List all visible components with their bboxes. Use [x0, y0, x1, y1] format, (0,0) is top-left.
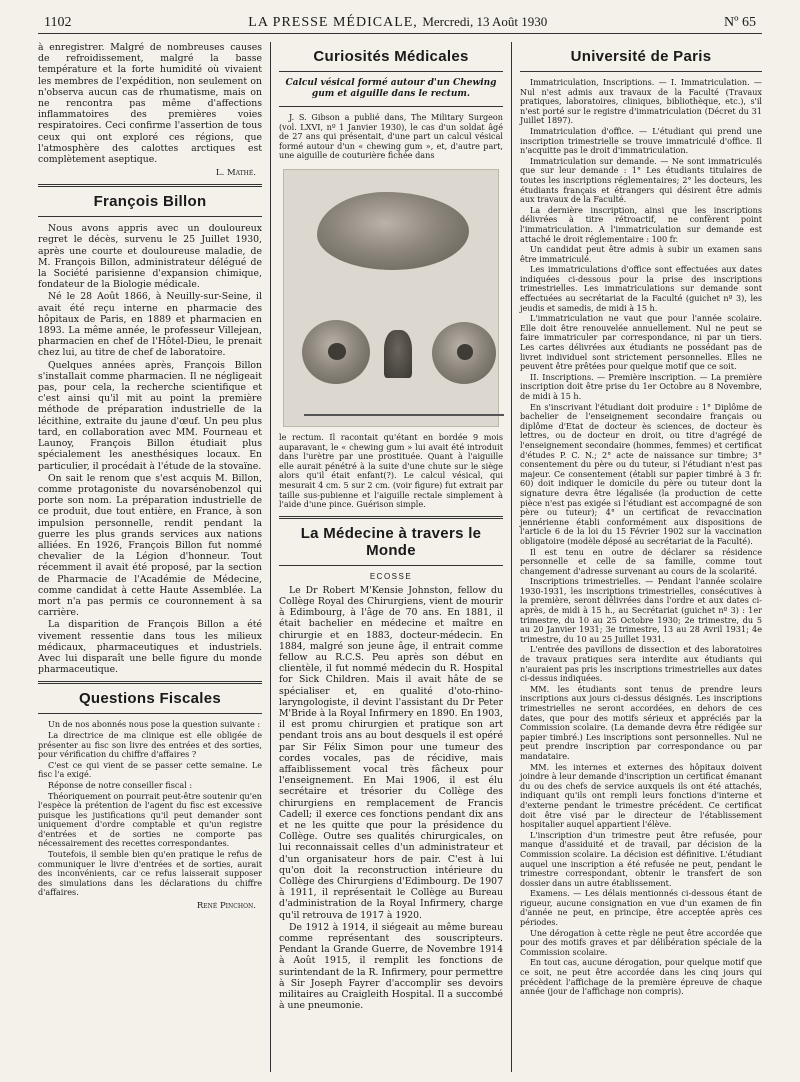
- paragraph: Examens. — Les délais mentionnés ci-dessous étant de rigueur, aucune consignation en vue d'un examen de fin d'année ne peut, en principe, être acceptée après ces périodes.: [520, 888, 762, 928]
- paragraph: La directrice de ma clinique est elle obligée de présenter au fisc son livre des entrées et des sorties, pour vérification du chiffre d'affaires ?: [38, 729, 262, 760]
- paragraph: Le Dr Robert M'Kensie Johnston, fellow du Collège Royal des Chirurgiens, vient de mourir à Edimbourg, à l'âge de 70 ans. En 1881, il était bachelier en médecine et maître en chirurgie et en 1883, docteur-médecin. En 1884, malgré son jeune âge, il entrait comme fellow au R.C.S. Peu après son début en clientèle, il fut nommé médecin du R. Hospital for Sick Children. Mais il avait hâte de se spécialiser et, en qualité d'oto-rhino-laryngologiste, il devint l'assistant du Dr Peter M'Bride à la Royal Infirmery en 1890. En 1903, il est promu chirurgien et pratique son art pendant trois ans au bout desquels il est opéré par Sir Félix Simon pour une tumeur des cordes vocales, pas de récidive, mais affaiblissement vocal très fâcheux pour l'enseignement. En Mai 1906, il est élu secrétaire et trésorier du Collège des chirurgiens en remplacement de Francis Cadell; il exerce ces fonctions pendant dix ans et ne les quitte que pour la présidence du Collège. Outre ses qualités chirurgicales, on lui reconnaissait celles d'un administrateur et d'un organisateur hors de pair. C'est à lui qu'on doit la reconstruction intérieure du Collège des Chirurgiens d'Edimbourg. De 1907 à 1911, il représentait le Collège au Bureau d'administration de la Royal Infirmery, charge qu'il retrouva de 1917 à 1920.: [279, 584, 503, 921]
- paragraph: La dernière inscription, ainsi que les inscriptions délivrées à titre rétroactif, ne confèrent point l'immatriculation. A l'immatriculation sur demande est attaché le droit réglementaire : 100 fr.: [520, 204, 762, 244]
- calculus-stone-image: [317, 192, 469, 270]
- publication-title: [248, 14, 547, 31]
- region-heading: ECOSSE: [369, 571, 413, 581]
- paragraph: La disparition de François Billon a été vivement ressentie dans tous les milieux médicaux, pharmaceutiques et industriels. Avec lui disparaît une belle figure du monde pharmaceutique.: [38, 619, 262, 676]
- chewing-gum-image: [384, 330, 412, 378]
- paragraph: Un de nos abonnés nous pose la question suivante :: [48, 719, 261, 730]
- column-left: [38, 42, 270, 1072]
- paragraph: Immatriculation d'office. — L'étudiant qui prend une inscription trimestrielle se trouve immatriculé d'office. Il n'acquitte pas le droit d'immatriculation.: [520, 125, 762, 156]
- curiosites-title: Curiosités Médicales: [313, 48, 469, 65]
- curiosites-paragraph: J. S. Gibson a publié dans, The Military Surgeon (vol. LXVI, nº 1 Janvier 1930), le cas d'un soldat âgé de 27 ans qui présentait, d'une part un calcul vésical formé autour d'un « chewing gum », et, d'autre part, une aiguille de couturière fichée dans: [279, 112, 503, 161]
- masthead: [38, 14, 762, 34]
- paragraph: On sait le renom que s'est acquis M. Billon, comme protagoniste du novarsénobenzol qui porte son nom. La préparation industrielle de ce produit, due tout entière, en France, à son impulsion personnelle, rendit pendant la guerre les plus grands services aux nations alliées. En 1926, François Billon fut nommé chevalier de la Légion d'honneur. Tout récemment il avait été proposé, par la section de Pharmacie de l'Académie de Médecine, comme candidat à cette Haute Assemblée. La mort n'a pas permis ce couronnement à sa carrière.: [38, 472, 262, 619]
- paragraph: Quelques années après, François Billon s'installait comme pharmacien. Il ne négligeait pas, pour cela, la recherche scientifique et c'est ainsi qu'il mit au point la première méthode de préparation industrielle de la lécithine, extraite du jaune d'œuf. Un peu plus tard, en collaboration avec MM. Fourneau et Launoy, François Billon étudiait plus spécialement les anesthésiques locaux. En particulier, il procédait à l'étude de la stovaïne.: [38, 359, 262, 472]
- paragraph: Un candidat peut être admis à subir un examen sans être immatriculé.: [520, 244, 762, 264]
- calculus-section-image: [302, 320, 370, 384]
- universite-title: Université de Paris: [570, 48, 712, 65]
- medecine-article: [279, 585, 503, 1012]
- paragraph: Il est tenu en outre de déclarer sa résidence personnelle et celle de sa famille, comme tout changement d'adresse survenant au cours de la scolarité.: [520, 546, 762, 576]
- divider: [38, 681, 262, 684]
- paragraph: L'entrée des pavillons de dissection et des laboratoires de travaux pratiques sera interdite aux étudiants qui n'auraient pas pris les inscriptions trimestrielles aux dates ci-dessus indiquées.: [520, 644, 762, 684]
- paragraph: C'est ce qui vient de se passer cette semaine. Le fisc l'a exigé.: [38, 759, 262, 780]
- curiosites-subtitle: Calcul vésical formé autour d'un Chewing gum et aiguille dans le rectum.: [285, 78, 497, 99]
- paragraph: L'immatriculation ne vaut que pour l'année scolaire. Elle doit être renouvelée annuellement. Nul ne peut se faire immatriculer par correspondance, ni par un tiers. Les cartes délivrées aux étudiants ne possédant pas de livret individuel sont strictement personnelles. Elles ne peuvent être prêtées pour quelque motif que ce soit.: [520, 313, 762, 372]
- fiscales-article: [38, 720, 262, 898]
- paragraph: MM. les internes et externes des hôpitaux doivent joindre à leur demande d'inscription un certificat émanant du ou des chefs de service auxquels ils ont été attachés, indiquant qu'ils ont rempli leurs fonctions d'interne et d'externe pendant le trimestre précédent. Ce certificat doit être visé par le directeur de l'établissement hospitalier auquel appartient l'élève.: [520, 761, 762, 830]
- paragraph: En tout cas, aucune dérogation, pour quelque motif que ce soit, ne peut être accordée dans les cinq jours qui précèdent l'affichage de la première épreuve de chaque année (jour de l'affichage non compris).: [520, 957, 762, 997]
- paragraph: Inscriptions trimestrielles. — Pendant l'année scolaire 1930-1931, les inscriptions trimestrielles, consécutives à la première, seront délivrées dans l'ordre et aux dates ci-après, de midi à 15 h., au Secrétariat (guichet nº 3) : 1er trimestre, du 10 au 25 Octobre 1930; 2e trimestre, du 5 au 20 Janvier 1931; 3e trimestre, 13 au 28 Avril 1931; 4e trimestre, du 10 au 25 Juillet 1931.: [520, 576, 762, 644]
- column-right: [512, 42, 762, 1072]
- divider: [38, 184, 262, 187]
- divider: [279, 106, 503, 107]
- page-number: 1102: [44, 15, 72, 30]
- paragraph: Nous avons appris avec un douloureux regret le décès, survenu le 25 Juillet 1930, après une courte et douloureuse maladie, de M. François Billon, administrateur délégué de la Société parisienne d'expansion chimique, fondateur de la Biologie médicale.: [38, 223, 262, 291]
- column-middle: [270, 42, 512, 1072]
- paragraph: Toutefois, il semble bien qu'en pratique le refus de communiquer le livre d'entrées et de sorties, aurait des inconvénients, car ce refus laisserait supposer des simulations dans les déclarations du chiffre d'affaires.: [38, 849, 262, 898]
- paragraph: Immatriculation, Inscriptions. — I. Immatriculation. — Nul n'est admis aux travaux de la Faculté (Travaux pratiques, laboratoires, cliniques, bibliothèque, etc.), s'il n'est porté sur le registre d'immatriculation (Décret du 31 Juillet 1897).: [520, 77, 762, 126]
- divider: [38, 216, 262, 217]
- paragraph: Né le 28 Août 1866, à Neuilly-sur-Seine, il avait été reçu interne en pharmacie des hôpitaux de Paris, en 1889 et pharmacien en 1893. La même année, le professeur Villejean, pharmacien en chef de l'Hôtel-Dieu, le prenait chez lui, au titre de chef de laboratoire.: [38, 291, 262, 359]
- paragraph: Théoriquement on pourrait peut-être soutenir qu'en l'espèce la prétention de l'agent du fisc est excessive puisque les justifications qu'il peut demander sont uniquement d'ordre comptable et qu'un registre d'entrées et de sorties ne comporte pas nécessairement des recettes correspondantes.: [38, 790, 262, 849]
- paragraph: Les immatriculations d'office sont effectuées aux dates indiquées ci-dessous pour la prise des inscriptions trimestrielles. Les immatriculations sur demande sont effectuées au secrétariat de la Faculté (guichet nº 3), les jeudis et samedis, de midi à 15 h.: [520, 264, 762, 313]
- issue-number: Nº 65: [724, 15, 756, 30]
- divider: [279, 71, 503, 72]
- paragraph: Immatriculation sur demande. — Ne sont immatriculés que sur leur demande : 1° Les étudiants titulaires de toutes les inscriptions réglementaires; 2° les docteurs, les étudiants français et étrangers qui désirent être admis aux travaux de la Faculté.: [520, 155, 762, 205]
- billon-title: François Billon: [93, 193, 207, 211]
- paragraph: De 1912 à 1914, il siégeait au même bureau comme représentant des souscripteurs. Pendant la Grande Guerre, de Novembre 1914 à Août 1915, il remplit les fonctions de surintendant de la R. Infirmery, pour permettre à Sir Joseph Fayrer d'accomplir ses devoirs militaires au Craigleith Hospital. Il a succombé à une pneumonie.: [279, 921, 503, 1012]
- medecine-title: La Médecine à travers le Monde: [300, 524, 482, 559]
- divider: [279, 565, 503, 566]
- curiosites-paragraph: le rectum. Il racontait qu'étant en bordée 9 mois auparavant, le « chewing gum » lui avait été introduit dans l'urètre par une prostituée. Quant à l'aiguille elle aurait pénétré à la suite d'une chute sur le siège alors qu'il était enfant(?). Le calcul vésical, qui mesurait 4 cm. 5 sur 2 cm. (voir figure) fut extrait par taille sus-pubienne et l'aiguille rectale simplement à l'aide d'une pince. Guérison simple.: [279, 431, 503, 510]
- needle-image: [304, 414, 504, 416]
- divider: [38, 713, 262, 714]
- billon-article: [38, 223, 262, 675]
- columns: [38, 42, 762, 1072]
- paragraph: En s'inscrivant l'étudiant doit produire : 1° Diplôme de bachelier de l'enseignement secondaire français ou diplôme d'Etat de docteur ès sciences, de docteur ès lettres, ou de docteur en droit, ou titre d'agrégé de l'enseignement secondaire (hommes, femmes) et certificat d'études P. C. N.; 2° acte de naissance sur timbre; 3° consentement du père ou du tuteur, si l'étudiant n'est pas majeur. Ce consentement (établi sur papier timbré à 3 fr. 60) doit indiquer le domicile du père ou tuteur dont la signature devra être légalisée (la production de cette pièce n'est pas exigée si l'étudiant est accompagné de son père ou tuteur); 4° un certificat de revaccination jennérienne établi conformément aux dispositions de l'article 6 de la loi du 15 Février 1902 sur la vaccination obligatoire (modèle déposé au secrétariat de la Faculté).: [520, 401, 762, 546]
- divider: [279, 516, 503, 519]
- publication-date: Mercredi, 13 Août 1930: [422, 14, 548, 29]
- paragraph: Une dérogation à cette règle ne peut être accordée que pour des motifs graves et par délibération spéciale de la Commission scolaire.: [520, 927, 762, 957]
- divider: [520, 71, 762, 72]
- universite-article: [520, 78, 762, 997]
- intro-signature: L. Mathé.: [215, 168, 256, 179]
- paragraph: L'inscription d'un trimestre peut être refusée, pour manque d'assiduité et de travail, par décision de la Commission scolaire. La décision est définitive. L'étudiant auquel une inscription a été refusée ne peut, pendant le trimestre correspondant, obtenir le transfert de son dossier dans un autre établissement.: [520, 829, 762, 888]
- fiscales-title: Questions Fiscales: [78, 690, 222, 708]
- calculus-section-image: [432, 322, 496, 384]
- paragraph: MM. les étudiants sont tenus de prendre leurs inscriptions aux jours ci-dessus désignés. Les inscriptions trimestrielles ne seront accordées, en dehors de ces dates, que pour des motifs sérieux et appréciés par la Commission scolaire. (La demande devra être rédigée sur papier timbré.) Les inscriptions sont personnelles. Nul ne peut prendre inscription par correspondance ou par mandataire.: [520, 683, 762, 761]
- intro-paragraph: à enregistrer. Malgré de nombreuses causes de refroidissement, malgré la basse température et la forte humidité où vivaient les membres de l'expédition, non seulement on n'observa aucun cas de rhumatisme, mais on ne rencontra pas même d'affections inflammatoires des premières voies respiratoires. Ceci confirme l'assertion de tous ceux qui ont exploré ces régions, que l'atmosphère des calottes arctiques est complètement aseptique.: [38, 42, 262, 166]
- fiscales-signature: René Pinchon.: [196, 901, 256, 912]
- paragraph: Réponse de notre conseiller fiscal :: [48, 779, 193, 790]
- paragraph: II. Inscriptions. — Première inscription. — La première inscription doit être prise du 1er Octobre au 8 Novembre, de midi à 15 h.: [520, 371, 762, 401]
- publication-name: LA PRESSE MÉDICALE,: [248, 15, 418, 30]
- calculus-figure: [283, 169, 498, 427]
